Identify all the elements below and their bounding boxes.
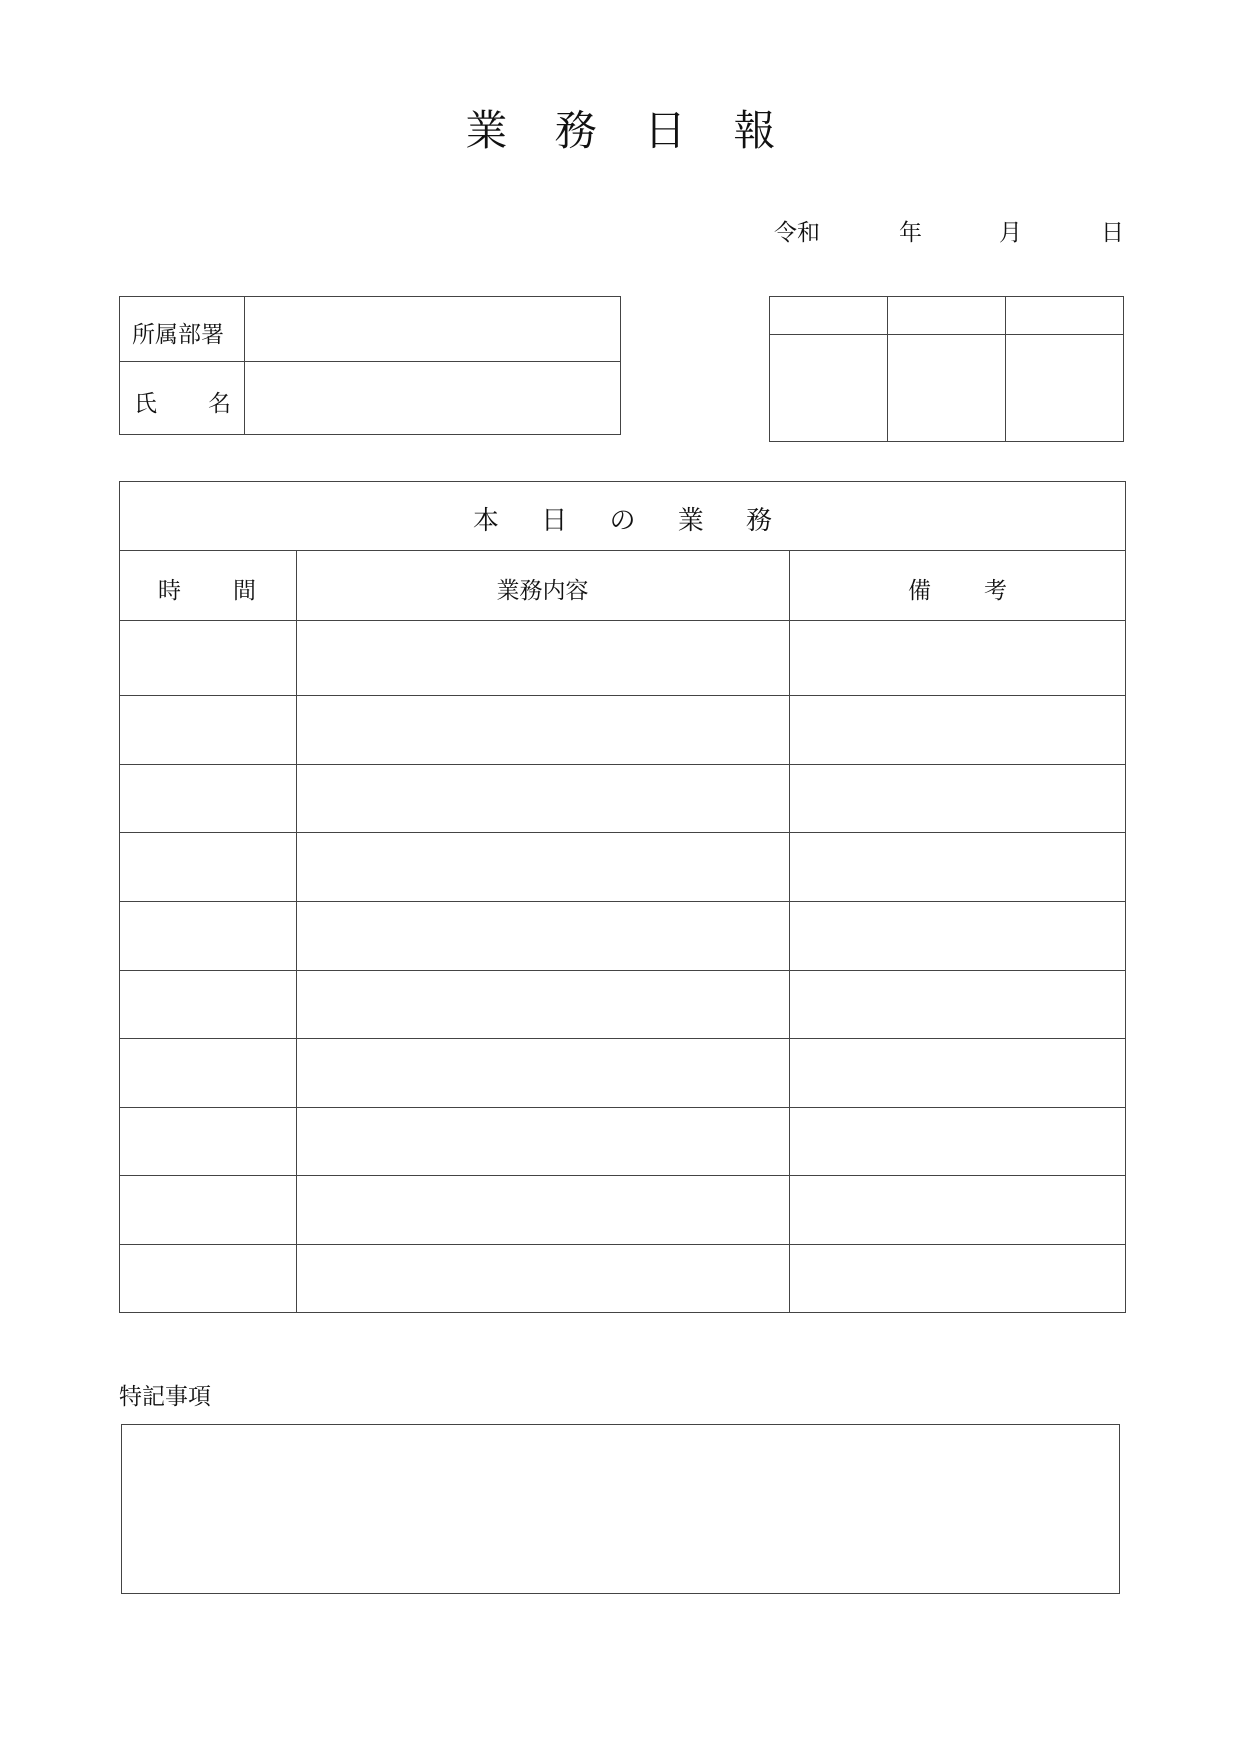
table-row[interactable]: [119, 622, 1126, 694]
department-field[interactable]: [246, 298, 619, 360]
table-row[interactable]: [119, 903, 1126, 969]
table-row[interactable]: [119, 1109, 1126, 1174]
page-title: [0, 98, 1241, 158]
approval-stamp-cell-3[interactable]: [1007, 336, 1122, 440]
work-heading: 本 日 の 業 務: [472, 506, 773, 536]
table-row[interactable]: [119, 1177, 1126, 1243]
name-label-char-2: 名: [208, 391, 231, 417]
title-char: 日: [644, 106, 687, 155]
col-header-notes-char-2: 考: [984, 578, 1007, 604]
col-header-notes-char-1: 備: [908, 578, 931, 604]
table-row[interactable]: [119, 697, 1126, 763]
title-char: 報: [733, 106, 776, 155]
table-row[interactable]: [119, 1246, 1126, 1312]
col-header-time-char-2: 間: [233, 578, 256, 604]
title-char: 務: [554, 106, 597, 155]
date-month: 月: [999, 220, 1022, 246]
remarks-field[interactable]: [121, 1424, 1120, 1594]
col-header-time-char-1: 時: [158, 578, 181, 604]
approval-stamp-cell-1[interactable]: [771, 336, 886, 440]
title-char: 業: [465, 106, 508, 155]
name-label-char-1: 氏: [134, 391, 157, 417]
table-row[interactable]: [119, 1040, 1126, 1106]
col-header-content: 業務内容: [496, 578, 589, 604]
date-year: 年: [899, 220, 922, 246]
date-day: 日: [1101, 220, 1124, 246]
table-row[interactable]: [119, 972, 1126, 1037]
date-era: 令和: [774, 220, 820, 246]
remarks-label: 特記事項: [119, 1384, 211, 1410]
department-label: 所属部署: [132, 322, 224, 348]
table-row[interactable]: [119, 766, 1126, 831]
name-field[interactable]: [246, 363, 619, 433]
approval-stamp-cell-2[interactable]: [889, 336, 1004, 440]
table-row[interactable]: [119, 834, 1126, 900]
